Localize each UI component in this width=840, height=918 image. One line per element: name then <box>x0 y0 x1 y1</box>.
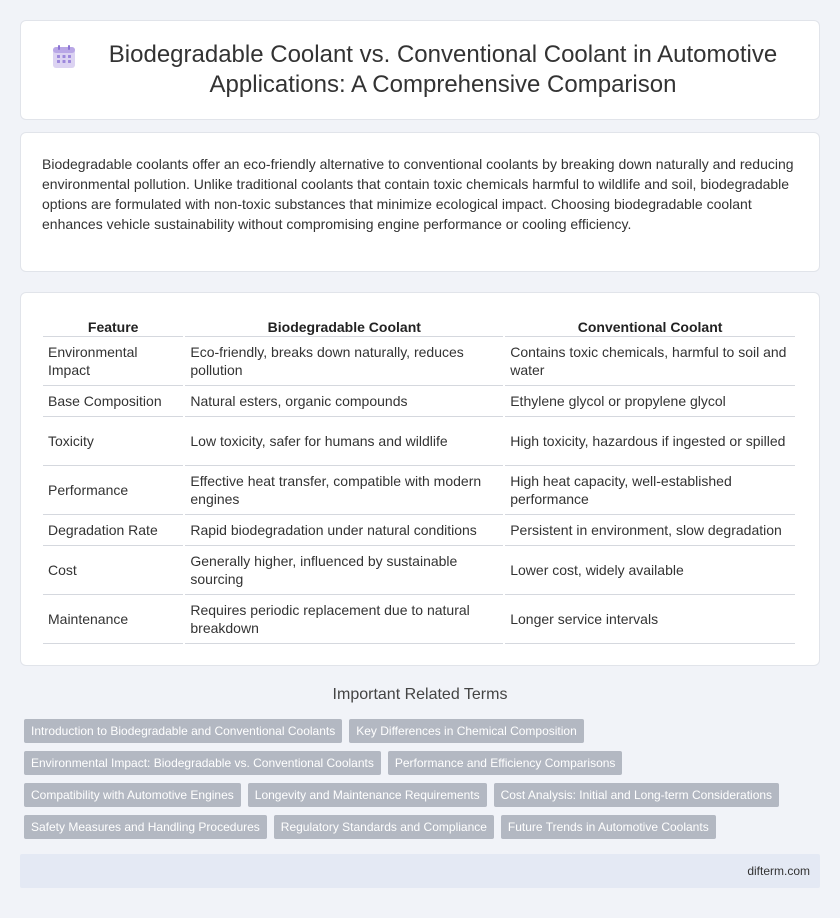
intro-paragraph: Biodegradable coolants offer an eco-friendly alternative to conventional coolants by breaking down naturally and reducing environmental pollution. Unlike traditional coolants that contain toxic chemicals harmful to wildlife and soil, biodegradable options are formulated with non-toxic substances that minimize ecological impact. Choosing biodegradable coolant enhances vehicle sustainability without compromising engine performance or cooling efficiency. <box>42 156 794 232</box>
table-cell-conventional: Persistent in environment, slow degradation <box>505 515 795 546</box>
table-cell-conventional: Contains toxic chemicals, harmful to soil and water <box>505 337 795 386</box>
footer-site-link[interactable]: difterm.com <box>747 864 810 878</box>
related-term-tag[interactable]: Environmental Impact: Biodegradable vs. Conventional Coolants <box>24 751 381 775</box>
related-term-tag[interactable]: Introduction to Biodegradable and Conventional Coolants <box>24 719 342 743</box>
table-cell-feature: Maintenance <box>43 595 183 644</box>
tag-row <box>24 815 820 839</box>
table-cell-conventional: High toxicity, hazardous if ingested or spilled <box>505 417 795 466</box>
related-term-tag[interactable]: Longevity and Maintenance Requirements <box>248 783 487 807</box>
column-header-conventional: Conventional Coolant <box>505 315 795 337</box>
title-card <box>20 20 820 120</box>
related-term-tag[interactable]: Compatibility with Automotive Engines <box>24 783 241 807</box>
related-terms-list <box>24 719 820 847</box>
table-cell-feature: Cost <box>43 546 183 595</box>
table-header-row <box>43 315 795 337</box>
calendar-grid-icon <box>51 44 77 70</box>
table-row <box>43 595 795 644</box>
related-term-tag[interactable]: Safety Measures and Handling Procedures <box>24 815 267 839</box>
comparison-table <box>41 315 797 644</box>
related-term-tag[interactable]: Cost Analysis: Initial and Long-term Considerations <box>494 783 779 807</box>
table-cell-conventional: Lower cost, widely available <box>505 546 795 595</box>
related-term-tag[interactable]: Regulatory Standards and Compliance <box>274 815 494 839</box>
table-cell-conventional: Ethylene glycol or propylene glycol <box>505 386 795 417</box>
table-row <box>43 386 795 417</box>
related-terms-heading: Important Related Terms <box>332 686 508 703</box>
tag-row <box>24 783 820 807</box>
related-term-tag[interactable]: Performance and Efficiency Comparisons <box>388 751 623 775</box>
footer <box>20 854 820 888</box>
related-term-tag[interactable]: Future Trends in Automotive Coolants <box>501 815 716 839</box>
table-row <box>43 337 795 386</box>
table-cell-biodegradable: Rapid biodegradation under natural conditions <box>185 515 503 546</box>
table-cell-feature: Degradation Rate <box>43 515 183 546</box>
column-header-biodegradable: Biodegradable Coolant <box>185 315 503 337</box>
table-cell-biodegradable: Requires periodic replacement due to natural breakdown <box>185 595 503 644</box>
table-cell-conventional: Longer service intervals <box>505 595 795 644</box>
column-header-feature: Feature <box>43 315 183 337</box>
intro-card <box>20 132 820 272</box>
related-term-tag[interactable]: Key Differences in Chemical Composition <box>349 719 584 743</box>
table-cell-feature: Toxicity <box>43 417 183 466</box>
table-cell-conventional: High heat capacity, well-established performance <box>505 466 795 515</box>
table-cell-biodegradable: Generally higher, influenced by sustainable sourcing <box>185 546 503 595</box>
comparison-table-card <box>20 292 820 666</box>
table-cell-biodegradable: Low toxicity, safer for humans and wildlife <box>185 417 503 466</box>
table-row <box>43 417 795 466</box>
table-cell-feature: Base Composition <box>43 386 183 417</box>
table-cell-feature: Environmental Impact <box>43 337 183 386</box>
table-row <box>43 515 795 546</box>
table-row <box>43 546 795 595</box>
table-cell-biodegradable: Eco-friendly, breaks down naturally, reduces pollution <box>185 337 503 386</box>
page-title: Biodegradable Coolant vs. Conventional Coolant in Automotive Applications: A Comprehensive Comparison <box>108 41 778 98</box>
tag-row <box>24 719 820 743</box>
table-cell-biodegradable: Natural esters, organic compounds <box>185 386 503 417</box>
table-cell-biodegradable: Effective heat transfer, compatible with modern engines <box>185 466 503 515</box>
tag-row <box>24 751 820 775</box>
table-cell-feature: Performance <box>43 466 183 515</box>
table-row <box>43 466 795 515</box>
